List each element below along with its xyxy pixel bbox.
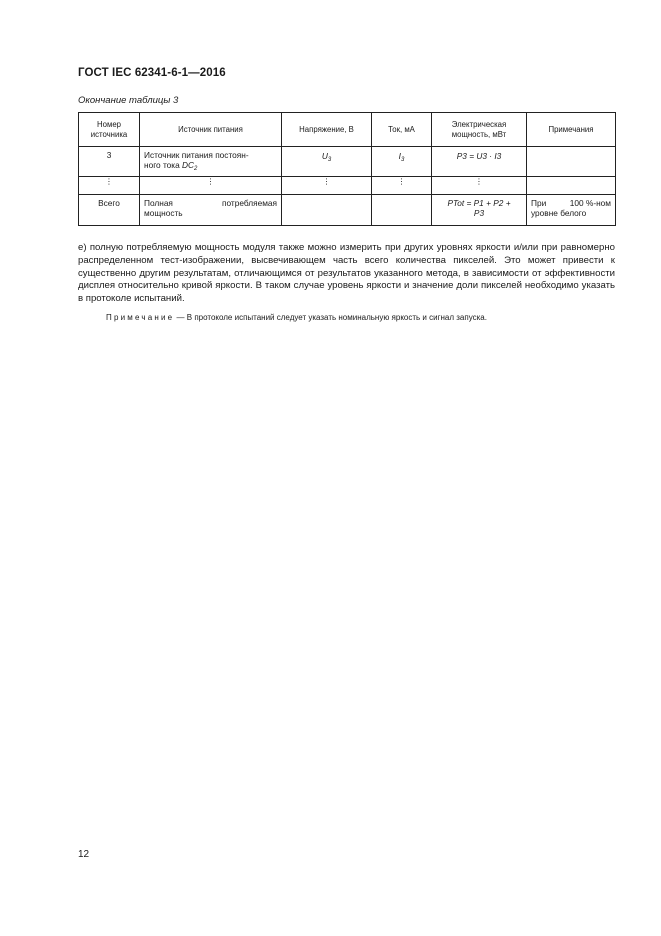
cell-ellipsis: ⋮ <box>140 177 282 195</box>
cell-notes: При 100 %-ном уровне белого <box>527 195 616 226</box>
cell-ellipsis: ⋮ <box>282 177 372 195</box>
cell-current: $I_3$ <box>372 147 432 177</box>
power-total-line2: P3 <box>473 208 485 218</box>
cell-notes <box>527 147 616 177</box>
power-table <box>78 112 616 226</box>
column-header-current: Ток, мА <box>372 113 432 147</box>
cell-source <box>140 147 282 177</box>
column-header-notes: Примечания <box>527 113 616 147</box>
cell-voltage <box>282 195 372 226</box>
cell-number: 3 <box>79 147 140 177</box>
page-number: 12 <box>78 849 90 860</box>
document-header: ГОСТ IEC 62341-6-1—2016 <box>78 67 226 79</box>
cell-source-line1: Источник питания постоян- <box>144 150 249 160</box>
cell-number: Всего <box>79 195 140 226</box>
power-formula: P3 = U3 · I3 <box>456 151 502 161</box>
cell-source-line2: ного тока $DC_2$ <box>144 160 198 172</box>
note <box>106 313 487 322</box>
table-row <box>79 195 616 226</box>
cell-current <box>372 195 432 226</box>
table-row <box>79 177 616 195</box>
cell-ellipsis: ⋮ <box>372 177 432 195</box>
column-header-voltage: Напряжение, В <box>282 113 372 147</box>
table-row <box>79 147 616 177</box>
note-label: Примечание <box>106 313 175 322</box>
cell-ellipsis: ⋮ <box>79 177 140 195</box>
body-paragraph: e) полную потребляемую мощность модуля также можно измерить при других уровнях яркости и/или при равномерно распределенном тест-изображении, высвечивающем часть всего количества пикселей. Это может привести к существенно другим результатам, отличающимся от результатов указанного метода, в зависимости от эффективности дисплея относительно кривой яркости. В таком случае уровень яркости и значение доли пикселей необходимо указать в протоколе испытаний. <box>78 242 615 305</box>
cell-power <box>432 195 527 226</box>
cell-ellipsis: ⋮ <box>432 177 527 195</box>
cell-power <box>432 147 527 177</box>
cell-empty <box>527 177 616 195</box>
cell-voltage: $U_3$ <box>282 147 372 177</box>
table-header-row <box>79 113 616 147</box>
table-caption: Окончание таблицы 3 <box>78 95 179 106</box>
cell-source: Полная потребляемая мощность <box>140 195 282 226</box>
column-header-source: Источник питания <box>140 113 282 147</box>
column-header-power: Электрическая мощность, мВт <box>432 113 527 147</box>
power-total-line1: PTot = P1 + P2 + <box>447 198 511 208</box>
column-header-number: Номер источника <box>79 113 140 147</box>
note-text: — В протоколе испытаний следует указать номинальную яркость и сигнал запуска. <box>174 313 487 322</box>
